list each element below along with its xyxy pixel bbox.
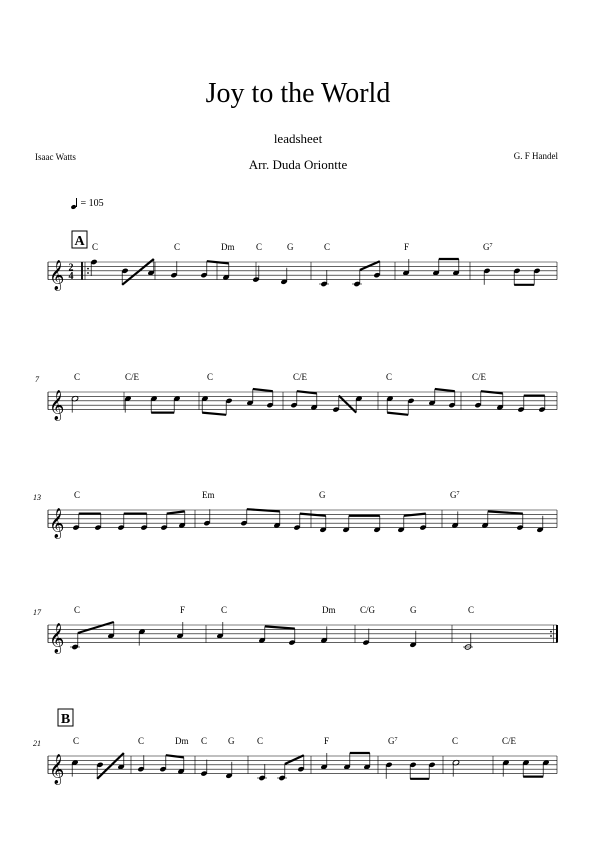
chord-symbol: C	[73, 736, 80, 746]
measure-number: 17	[33, 608, 41, 617]
system-5	[33, 709, 557, 786]
beam	[253, 389, 273, 391]
chord-symbol: C	[74, 605, 81, 615]
chord-extension: 7	[489, 243, 493, 249]
treble-clef-icon: 𝄞	[49, 260, 65, 290]
repeat-dot	[550, 635, 552, 637]
treble-clef-icon: 𝄞	[49, 390, 65, 420]
chord-symbol: C	[207, 372, 214, 382]
chord-symbol: C	[138, 736, 145, 746]
rehearsal-mark	[72, 231, 87, 249]
time-signature-bottom: 4	[68, 271, 74, 283]
piece-subtitle: leadsheet	[273, 131, 323, 146]
notes	[72, 509, 543, 533]
chord-symbol: $G^7$	[388, 736, 398, 746]
notes	[71, 389, 545, 415]
chord-symbol: C/E	[293, 372, 308, 382]
beam	[297, 391, 317, 393]
beam	[360, 261, 380, 270]
chord-symbol: C/E	[125, 372, 140, 382]
beam	[481, 391, 503, 393]
chord-symbol: Em	[202, 490, 215, 500]
chord-symbol: F	[180, 605, 186, 615]
system-1	[48, 231, 557, 292]
repeat-dot	[87, 272, 89, 274]
composer-credit: G. F Handel	[513, 151, 558, 161]
chord-symbol: Dm	[322, 605, 336, 615]
beam	[247, 509, 280, 511]
beam	[166, 755, 184, 757]
chord-symbol: C	[74, 372, 81, 382]
beam	[167, 511, 185, 513]
notes	[70, 622, 473, 650]
chord-extension: 7	[456, 491, 460, 497]
lyricist-credit: Isaac Watts	[35, 152, 76, 162]
beam	[435, 389, 455, 391]
rehearsal-mark-letter: B	[60, 712, 71, 727]
chord-symbol: C	[201, 736, 208, 746]
measure-number: 21	[33, 739, 41, 748]
chord-symbol: C	[256, 242, 263, 252]
rehearsal-mark	[58, 709, 73, 727]
system-2	[35, 372, 557, 422]
beam	[387, 413, 408, 415]
chord-symbol: C	[452, 736, 459, 746]
beam	[78, 622, 114, 633]
chord-symbol: C	[257, 736, 264, 746]
chord-symbol: Dm	[175, 736, 189, 746]
time-signature-top: 2	[68, 262, 74, 274]
chord-symbol: $G^7$	[483, 242, 493, 252]
treble-clef-icon: 𝄞	[49, 623, 65, 653]
beam	[207, 261, 229, 263]
chord-symbol: G	[228, 736, 235, 746]
chord-symbol: G	[287, 242, 294, 252]
treble-clef-icon: 𝄞	[49, 508, 65, 538]
time-signature	[69, 262, 74, 282]
chord-symbol: F	[324, 736, 330, 746]
repeat-dot	[550, 631, 552, 633]
system-3	[33, 490, 557, 540]
chord-symbol: C	[174, 242, 181, 252]
chord-symbol: C/E	[502, 736, 517, 746]
notes	[71, 753, 549, 781]
arranger-credit: Arr. Duda Oriontte	[248, 157, 348, 172]
beam	[404, 514, 426, 516]
chord-symbol: C	[221, 605, 228, 615]
chord-symbol: G	[319, 490, 326, 500]
beam	[265, 626, 295, 628]
repeat-dot	[87, 268, 89, 270]
beam	[488, 511, 523, 513]
chord-symbol: C	[74, 490, 81, 500]
measure-number: 7	[35, 375, 39, 384]
chord-symbol: C	[468, 605, 475, 615]
chord-extension: 7	[394, 737, 398, 743]
beam	[202, 413, 226, 415]
system-4	[33, 605, 557, 655]
treble-clef-icon: 𝄞	[49, 754, 65, 784]
chord-symbol: G	[410, 605, 417, 615]
chord-symbol: F	[404, 242, 410, 252]
chord-symbol: C/E	[472, 372, 487, 382]
rehearsal-mark-letter: A	[74, 234, 85, 249]
piece-title: Joy to the World	[205, 78, 391, 109]
notes	[90, 259, 540, 287]
chord-symbol: C/G	[360, 605, 376, 615]
beam	[300, 514, 326, 516]
chord-symbol: C	[324, 242, 331, 252]
chord-symbol: C	[386, 372, 393, 382]
chord-symbol: $G^7$	[450, 490, 460, 500]
tempo-value: = 105	[80, 198, 104, 209]
chord-symbol: C	[92, 242, 99, 252]
chord-symbol: Dm	[221, 242, 235, 252]
beam	[285, 755, 304, 764]
measure-number: 13	[33, 493, 41, 502]
beam	[339, 396, 356, 413]
